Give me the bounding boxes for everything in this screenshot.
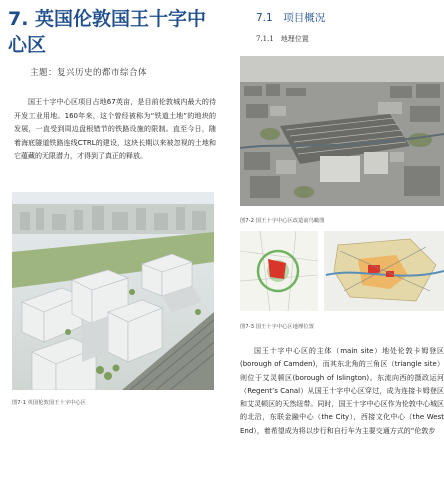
- figure-7-3-location-maps: [240, 231, 444, 311]
- intro-paragraph: 国王十字中心区项目占地67英亩，是目前伦敦城内最大的待开发工业用地。160年来，这个曾经被称为“铁道土地”的地块的发展，一直受到周边盘根错节的铁路设施的限制。直至今日，随着海底隧道铁路连线CTRL的建设，这块长期以来被忽视的土地和它蕴藏的无限潜力，才得到了真正的释放。: [14, 98, 216, 161]
- figure-7-2-aerial-photo: [240, 56, 444, 206]
- location-paragraph: 国王十字中心区的主体（main site）地处伦敦卡姆登区 (borough of Camden)，而其东北角的三角区（triangle site）则位于艾灵顿区(borough of Islington)。东流向西的摄政运河（Regent’s Canal）从国王十字中心区穿过，成为连接卡姆登区和艾灵顿区的天然纽带。同时，国王十字中心区作为伦敦中心城区的北沿，东联金融中心（the City），西接文化中心（the West End），着希望成为将以步行和自行车为主要交通方式的“伦敦步: [240, 347, 444, 435]
- right-column: [232, 0, 444, 477]
- subsection-title: 7.1.1 地理位置: [256, 35, 309, 43]
- figure-7-1-aerial-rendering: [12, 192, 214, 390]
- section-title: 7.1 项目概况: [256, 12, 326, 24]
- chapter-subtitle: 主题：复兴历史的都市综合体: [30, 68, 148, 78]
- figure-7-2-caption: 图7-2 国王十字中心区改造前鸟瞰图: [240, 218, 325, 224]
- figure-7-1-caption: 图7-1 英国伦敦国王十字中心区: [12, 400, 86, 406]
- figure-7-3-caption: 图7-3 国王十字中心区地理位置: [240, 324, 314, 330]
- chapter-title: 7. 英国伦敦国王十字中心区: [8, 8, 207, 56]
